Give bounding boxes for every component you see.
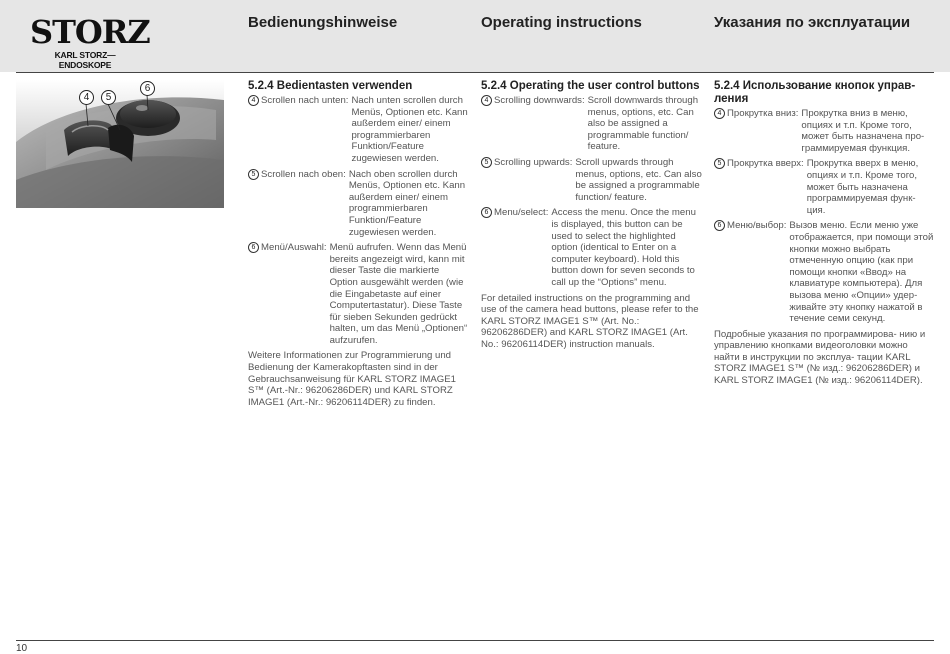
item-term: Scrollen nach oben: [261,168,346,180]
item-term: Menü/Auswahl: [261,242,327,254]
section-title-en: 5.2.4 Operating the user control buttons [481,80,700,92]
header-divider [16,72,934,73]
item-definition: Nach unten scrollen durch Menüs, Optionen etc. Kann außerdem einer/ einem programmierbaren Funktion/Feature zugewiesen werden. [351,95,468,164]
number-circle: 6 [481,207,492,218]
page-number: 10 [16,643,28,654]
item-term: Scrolling upwards: [494,157,573,168]
section-title-de: 5.2.4 Bedientasten verwenden [248,80,413,92]
column-ru [714,80,934,387]
number-circle: 4 [248,95,259,106]
footer-divider [16,640,934,641]
item-term: Scrollen nach unten: [261,95,349,107]
camera-head-buttons-photo [16,80,224,208]
item-term: Прокрутка вверх: [727,158,804,170]
item-definition: Scroll upwards through menus, options, etc. Can also be assigned a programmable function/ feature. [575,156,702,203]
list-item [481,157,703,203]
column-header-de: Bedienungshinweise [248,14,398,31]
number-circle: 6 [248,242,259,253]
number-circle: 5 [714,158,725,169]
list-item [248,169,470,239]
list-item [481,95,703,153]
item-definition: Вызов меню. Если меню уже отображается, при помощи этой кнопки можно выбрать отмеченную опцию (как при помощи кнопки «Ввод» на клавиатуре компьютера). Для вызова меню «Опции» удер- живайте эту кнопку нажатой в течение семи секунд. [789,220,934,325]
logo-subtitle: KARL STORZ—ENDOSKOPE [54,50,116,70]
item-term: Scrolling downwards: [494,95,585,107]
item-term: Menu/select: [494,207,549,219]
reference-note-de: Weitere Informationen zur Programmierung und Bedienung der Kamerakopftasten sind in der Gebrauchsanweisung für KARL STORZ IMAGE1 S™ (Art.-Nr.: 96206286DER) und KARL STORZ IMAGE1 (Art.-Nr.: 96206114DER) zu finden. [248,350,456,408]
number-circle: 4 [481,95,492,106]
logo-wordmark: STORZ [30,13,150,51]
number-circle: 6 [714,220,725,231]
item-definition: Menü aufrufen. Wenn das Menü bereits angezeigt wird, kann mit dieser Taste die markierte Option ausgewählt werden (wie die Eingabetaste auf einer Computertastatur). Diese Taste für sieben Sekunden gedrückt halten, um das Menü „Optionen“ aufzurufen. [329,242,468,346]
callout-4: 4 [79,90,94,105]
list-item [714,158,934,216]
item-definition: Access the menu. Once the menu is displayed, this button can be used to select the highlighted option (identical to Enter on a computer keyboard). Hold this button down for seven seconds to call up the “Options” menu. [551,207,696,288]
callout-5: 5 [101,90,116,105]
item-definition: Прокрутка вниз в меню, опциях и т.п. Кроме того, может быть назначена про- граммируемая функция. [801,108,925,154]
reference-note-en: For detailed instructions on the programming and use of the camera head buttons, please refer to the KARL STORZ IMAGE1 S™ (Art. No.: 96206286DER) and KARL STORZ IMAGE1 (Art. No.: 96206114DER) instruction manuals. [481,292,699,350]
item-definition: Прокрутка вверх в меню, опциях и т.п. Кроме того, может быть назначена программируемая функ- ция. [806,158,919,216]
reference-note-ru: Подробные указания по программирова- нию и управлению кнопками видеоголовки можно найти в инструкции по эксплуа- тации KARL STORZ IMAGE1 S™ (№ изд.: 96206286DER) и KARL STORZ IMAGE1 (№ изд.: 96206114DER). [714,328,926,387]
list-item [714,108,934,154]
item-definition: Scroll downwards through menus, options, etc. Can also be assigned a programmable function/ feature. [587,95,699,153]
list-item [248,242,470,346]
callout-leader-lines [16,80,224,208]
item-definition: Nach oben scrollen durch Menüs, Optionen etc. Kann außerdem einer/ einem programmierbaren Funktion/Feature zugewiesen werden. [348,168,466,238]
item-term: Меню/выбор: [727,220,787,232]
item-term: Прокрутка вниз: [727,108,799,120]
section-title-ru: 5.2.4 Использование кнопок управ- ления [714,80,916,105]
list-item [714,220,934,324]
list-item [481,207,703,288]
callout-6: 6 [140,81,155,96]
column-header-ru: Указания по эксплуатации [714,14,911,31]
column-de [248,80,470,408]
column-en [481,80,703,350]
number-circle: 5 [481,157,492,168]
column-header-en: Operating instructions [481,14,642,31]
storz-logo [30,13,150,70]
number-circle: 5 [248,169,259,180]
list-item [248,95,470,165]
number-circle: 4 [714,108,725,119]
